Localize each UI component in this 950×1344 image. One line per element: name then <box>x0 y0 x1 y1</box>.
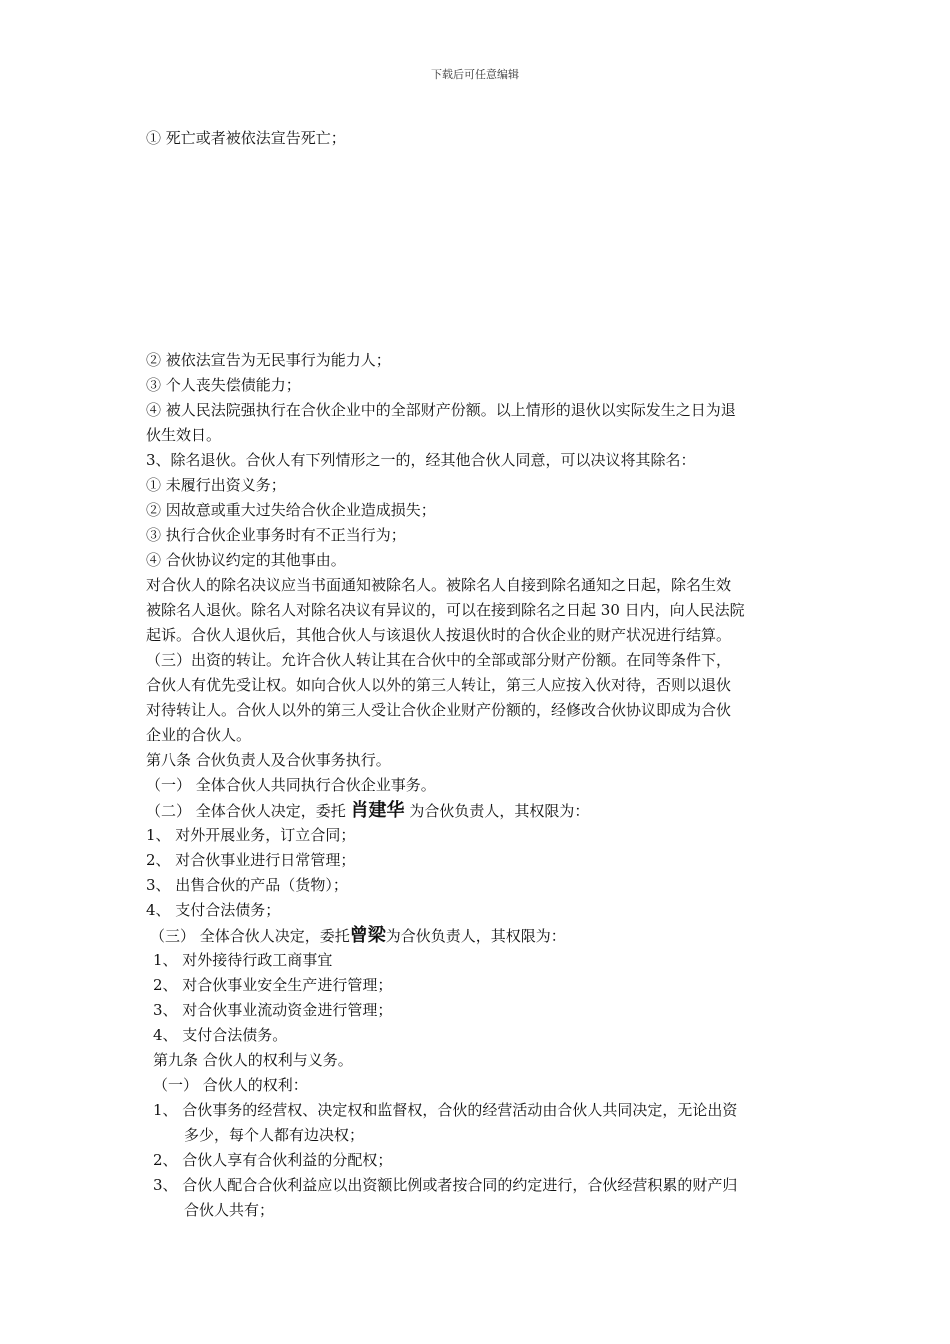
paragraph-line: 3、除名退伙。合伙人有下列情形之一的，经其他合伙人同意，可以决议将其除名： <box>146 451 696 469</box>
paragraph-line: ③ 个人丧失偿债能力； <box>146 376 301 394</box>
responsible-person-name: 肖建华 <box>350 800 405 821</box>
list-item: ② 因故意或重大过失给合伙企业造成损失； <box>146 501 436 519</box>
list-item: ③ 执行合伙企业事务时有不正当行为； <box>146 526 406 544</box>
list-item-continuation: 合伙人共有； <box>184 1201 275 1219</box>
paragraph-line: （一） 全体合伙人共同执行合伙企业事务。 <box>146 776 436 794</box>
paragraph-line: 起诉。合伙人退伙后，其他合伙人与该退伙人按退伙时的合伙企业的财产状况进行结算。 <box>146 626 732 644</box>
delegation-text: （三） 全体合伙人决定，委托 <box>150 927 350 945</box>
list-item: 2、 对合伙事业进行日常管理； <box>146 851 356 869</box>
list-item-continuation: 多少，每个人都有边决权； <box>184 1126 365 1144</box>
article-heading: 第八条 合伙负责人及合伙事务执行。 <box>146 751 391 769</box>
list-item: ④ 合伙协议约定的其他事由。 <box>146 551 346 569</box>
list-item: 2、 对合伙事业安全生产进行管理； <box>153 976 393 994</box>
list-item: 2、 合伙人享有合伙利益的分配权； <box>153 1151 393 1169</box>
paragraph-line: （三）出资的转让。允许合伙人转让其在合伙中的全部或部分财产份额。在同等条件下， <box>146 651 732 669</box>
delegation-text: （二） 全体合伙人决定，委托 <box>146 802 346 820</box>
list-item: 3、 对合伙事业流动资金进行管理； <box>153 1001 393 1019</box>
paragraph-line: （一） 合伙人的权利： <box>153 1076 308 1094</box>
article-heading: 第九条 合伙人的权利与义务。 <box>153 1051 353 1069</box>
paragraph-line: 合伙人有优先受让权。如向合伙人以外的第三人转让，第三人应按入伙对待，否则以退伙 <box>146 676 732 694</box>
list-item: 1、 合伙事务的经营权、决定权和监督权，合伙的经营活动由合伙人共同决定，无论出资 <box>153 1101 738 1119</box>
list-item: 1、 对外开展业务，订立合同； <box>146 826 356 844</box>
paragraph-line: ① 死亡或者被依法宣告死亡； <box>146 129 346 147</box>
responsible-person-name: 曾梁 <box>349 925 386 946</box>
paragraph-line: 被除名人退伙。除名人对除名决议有异议的，可以在接到除名之日起 30 日内，向人民法院 <box>146 601 745 619</box>
page-header: 下载后可任意编辑 <box>431 68 519 81</box>
paragraph-line: 企业的合伙人。 <box>146 726 252 744</box>
delegation-text: 为合伙负责人，其权限为： <box>385 927 566 945</box>
list-item: 1、 对外接待行政工商事宜 <box>153 951 333 969</box>
list-item: ① 未履行出资义务； <box>146 476 286 494</box>
paragraph-line <box>146 798 811 824</box>
list-item: 3、 出售合伙的产品（货物）； <box>146 876 348 894</box>
paragraph-line: ④ 被人民法院强执行在合伙企业中的全部财产份额。以上情形的退伙以实际发生之日为退 <box>146 401 736 419</box>
paragraph-line: 对合伙人的除名决议应当书面通知被除名人。被除名人自接到除名通知之日起，除名生效 <box>146 576 732 594</box>
paragraph-line: 对待转让人。合伙人以外的第三人受让合伙企业财产份额的，经修改合伙协议即成为合伙 <box>146 701 732 719</box>
list-item: 4、 支付合法债务； <box>146 901 281 919</box>
list-item: 3、 合伙人配合合伙利益应以出资额比例或者按合同的约定进行，合伙经营积累的财产归 <box>153 1176 738 1194</box>
paragraph-line: 伙生效日。 <box>146 426 222 444</box>
list-item: 4、 支付合法债务。 <box>153 1026 288 1044</box>
paragraph-line <box>150 923 815 949</box>
delegation-text: 为合伙负责人，其权限为： <box>409 802 590 820</box>
paragraph-line: ② 被依法宣告为无民事行为能力人； <box>146 351 391 369</box>
